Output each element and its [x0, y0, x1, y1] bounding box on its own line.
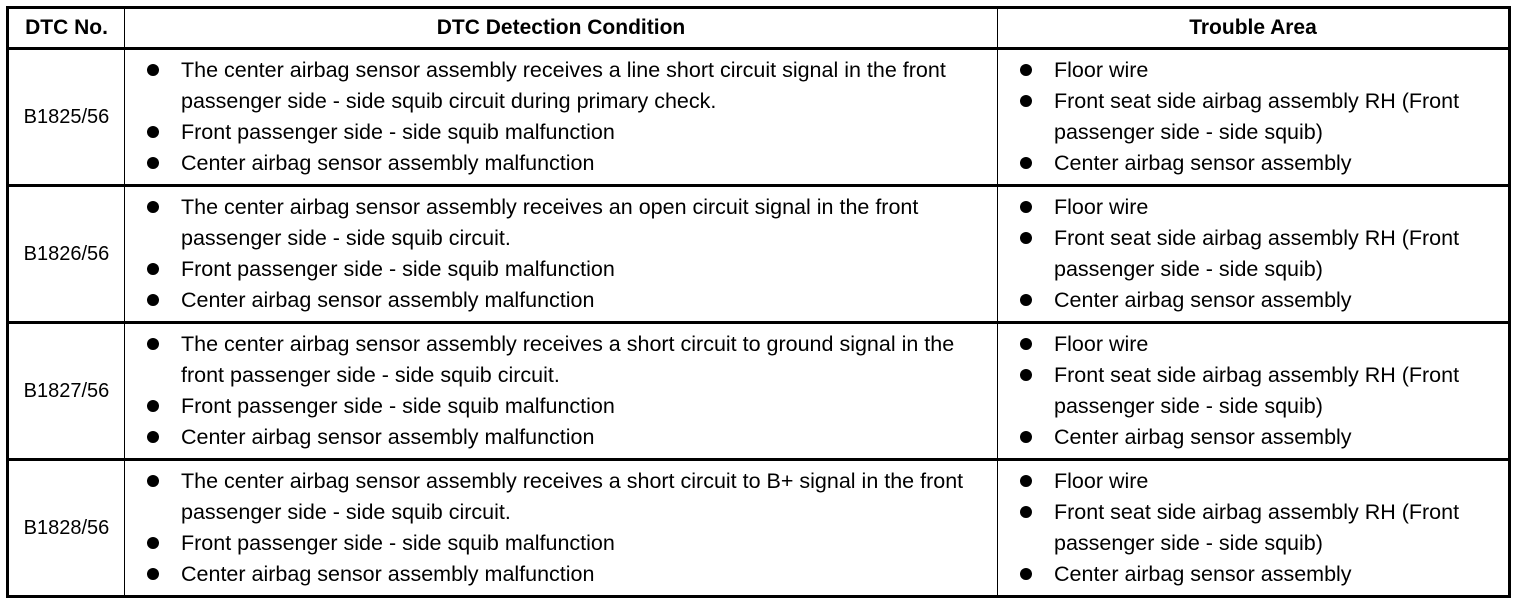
detection-condition-cell	[125, 49, 998, 186]
condition-item: Front passenger side - side squib malfunction	[135, 117, 997, 148]
table-row	[8, 323, 1510, 460]
trouble-area-cell	[998, 186, 1510, 323]
header-row	[8, 8, 1510, 49]
dtc-table-container	[6, 6, 1508, 600]
condition-item: Center airbag sensor assembly malfunction	[135, 422, 997, 453]
header-trouble-area: Trouble Area	[998, 8, 1510, 49]
condition-list	[125, 192, 997, 316]
trouble-area-item: Center airbag sensor assembly	[1008, 148, 1508, 179]
condition-item: Front passenger side - side squib malfunction	[135, 528, 997, 559]
condition-item: The center airbag sensor assembly receives an open circuit signal in the front passenger side - side squib circuit.	[135, 192, 997, 254]
trouble-area-item: Floor wire	[1008, 192, 1508, 223]
condition-item: The center airbag sensor assembly receives a short circuit to ground signal in the front passenger side - side squib circuit.	[135, 329, 997, 391]
detection-condition-cell	[125, 186, 998, 323]
trouble-area-item: Center airbag sensor assembly	[1008, 285, 1508, 316]
detection-condition-cell	[125, 323, 998, 460]
table-row	[8, 460, 1510, 597]
dtc-table	[6, 6, 1511, 598]
trouble-area-list	[998, 466, 1508, 590]
detection-condition-cell	[125, 460, 998, 597]
table-row	[8, 186, 1510, 323]
header-dtc-no: DTC No.	[8, 8, 125, 49]
trouble-area-list	[998, 192, 1508, 316]
condition-item: Center airbag sensor assembly malfunction	[135, 148, 997, 179]
trouble-area-item: Front seat side airbag assembly RH (Front passenger side - side squib)	[1008, 360, 1508, 422]
dtc-code: B1825/56	[8, 49, 125, 186]
trouble-area-item: Floor wire	[1008, 329, 1508, 360]
condition-list	[125, 55, 997, 179]
trouble-area-item: Center airbag sensor assembly	[1008, 422, 1508, 453]
condition-item: Front passenger side - side squib malfunction	[135, 391, 997, 422]
trouble-area-item: Front seat side airbag assembly RH (Front passenger side - side squib)	[1008, 223, 1508, 285]
dtc-code: B1826/56	[8, 186, 125, 323]
condition-item: Front passenger side - side squib malfunction	[135, 254, 997, 285]
trouble-area-item: Floor wire	[1008, 55, 1508, 86]
condition-item: The center airbag sensor assembly receives a line short circuit signal in the front passenger side - side squib circuit during primary check.	[135, 55, 997, 117]
dtc-code: B1827/56	[8, 323, 125, 460]
trouble-area-item: Front seat side airbag assembly RH (Front passenger side - side squib)	[1008, 86, 1508, 148]
condition-item: Center airbag sensor assembly malfunction	[135, 285, 997, 316]
trouble-area-list	[998, 55, 1508, 179]
condition-item: The center airbag sensor assembly receives a short circuit to B+ signal in the front passenger side - side squib circuit.	[135, 466, 997, 528]
table-row	[8, 49, 1510, 186]
condition-item: Center airbag sensor assembly malfunction	[135, 559, 997, 590]
condition-list	[125, 466, 997, 590]
trouble-area-list	[998, 329, 1508, 453]
trouble-area-cell	[998, 323, 1510, 460]
trouble-area-cell	[998, 49, 1510, 186]
trouble-area-item: Front seat side airbag assembly RH (Front passenger side - side squib)	[1008, 497, 1508, 559]
trouble-area-cell	[998, 460, 1510, 597]
dtc-code: B1828/56	[8, 460, 125, 597]
condition-list	[125, 329, 997, 453]
header-detection-condition: DTC Detection Condition	[125, 8, 998, 49]
trouble-area-item: Floor wire	[1008, 466, 1508, 497]
trouble-area-item: Center airbag sensor assembly	[1008, 559, 1508, 590]
